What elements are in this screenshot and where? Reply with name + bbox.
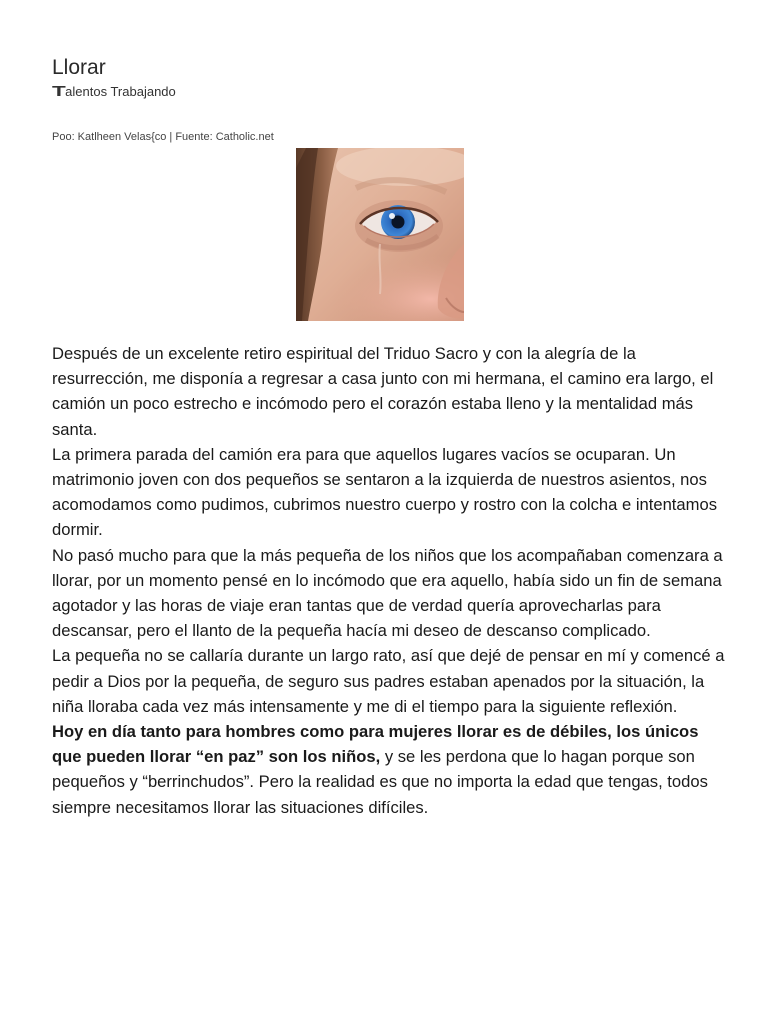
paragraph-5-bold: Hoy en día tanto para hombres como para mujeres llorar es de débiles, los únicos que pueden llorar “en paz” son los niños, [52,722,699,767]
paragraph-2: La primera parada del camión era para que aquellos lugares vacíos se ocuparan. Un matrimonio joven con dos pequeños se sentaron a la izquierda de nuestros asientos, nos acomodamos como pudimos, cubrimos nuestro cuerpo y rostro con la colcha e intentamos dormir. [52,444,717,540]
section-subtitle [52,84,176,100]
paragraph-5 [52,719,732,820]
paragraph-1: Después de un excelente retiro espiritual del Triduo Sacro y con la alegría de la resurrección, me disponía a regresar a casa junto con mi hermana, el camino era largo, el camión un poco estrecho e incómodo pero el corazón estaba lleno y la mentalidad más santa. [52,344,714,439]
child-eye-photo [296,148,464,321]
eye-illustration [296,148,464,321]
subtitle-text: alentos Trabajando [65,84,176,99]
author-byline: Poo: Katlheen Velas{co | Fuente: Catholic.net [52,131,274,143]
paragraph-4: La pequeña no se callaría durante un largo rato, así que dejé de pensar en mí y comencé a pedir a Dios por la pequeña, de seguro sus padres estaban apenados por la situación, la niña lloraba cada vez más intensamente y me di el tiempo para la siguiente reflexión. [52,646,725,716]
article-title: Llorar [52,56,106,79]
paragraph-5-rest: y se les perdona que lo hagan porque son pequeños y “berrinchudos”. Pero la realidad es que no importa la edad que tengas, todos siempre necesitamos llorar las situaciones difíciles. [52,747,708,817]
paragraph-3: No pasó mucho para que la más pequeña de los niños que los acompañaban comenzara a llorar, por un momento pensé en lo incómodo que era aquello, había sido un fin de semana agotador y las horas de viaje eran tantas que de verdad quería aprovecharlas para descansar, pero el llanto de la pequeña hacía mi deseo de descanso complicado. [52,545,723,641]
article-body [52,341,732,820]
subtitle-initial: T [52,83,66,100]
